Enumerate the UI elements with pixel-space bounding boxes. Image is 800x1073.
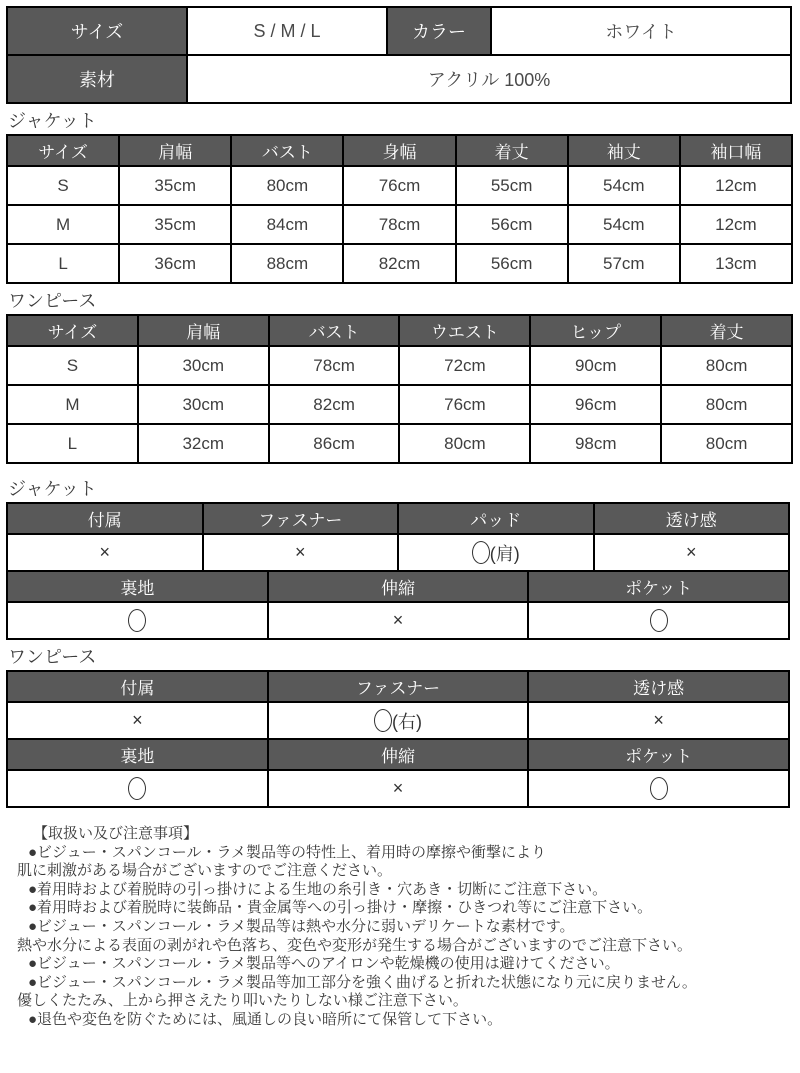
circle-mark (650, 609, 668, 632)
table-row (7, 244, 792, 283)
note-line: ●ビジュー・スパンコール・ラメ製品等加工部分を強く曲げると折れた状態になり元に戻りません。 (28, 973, 697, 991)
col-header: 透け感 (528, 671, 789, 702)
size-cell: 80cm (661, 385, 792, 424)
col-header: ヒップ (530, 315, 661, 346)
col-header: 裏地 (7, 571, 268, 602)
size-cell: 98cm (530, 424, 661, 463)
size-cell: 72cm (399, 346, 530, 385)
col-header: 裏地 (7, 739, 268, 770)
notes-lines (17, 844, 800, 1030)
value-row (7, 534, 789, 571)
size-cell: 78cm (343, 205, 455, 244)
detail-value-cell (528, 602, 789, 639)
spec-color-value: ホワイト (491, 7, 791, 55)
onepiece-details-table-bottom (6, 738, 790, 808)
onepiece-details-section-label: ワンピース (8, 647, 97, 667)
detail-value-cell: × (7, 534, 203, 571)
spec-size-value: S / M / L (187, 7, 387, 55)
header-row (7, 571, 789, 602)
spec-table (6, 6, 792, 104)
col-header: ファスナー (268, 671, 529, 702)
detail-value-cell: × (7, 702, 268, 739)
note-line: ●退色や変色を防ぐためには、風通しの良い暗所にて保管して下さい。 (28, 1010, 503, 1028)
circle-mark (128, 777, 146, 800)
size-spec-page (0, 6, 800, 1030)
header-row (7, 135, 792, 166)
size-cell: 90cm (530, 346, 661, 385)
table-row (7, 424, 792, 463)
size-cell: 12cm (680, 205, 792, 244)
col-header: ウエスト (399, 315, 530, 346)
size-cell: 35cm (119, 205, 231, 244)
detail-value-cell (528, 770, 789, 807)
col-header: 袖丈 (568, 135, 680, 166)
size-cell: L (7, 424, 138, 463)
col-header: ファスナー (203, 503, 399, 534)
header-row (7, 671, 789, 702)
col-header: 肩幅 (119, 135, 231, 166)
size-cell: 36cm (119, 244, 231, 283)
detail-value-cell: × (594, 534, 790, 571)
col-header: サイズ (7, 315, 138, 346)
note-line: 優しくたたみ、上から押さえたり叩いたりしない様ご注意下さい。 (17, 992, 468, 1010)
header-row (7, 315, 792, 346)
size-cell: M (7, 385, 138, 424)
spec-row-2 (7, 55, 791, 103)
jacket-details-section-label: ジャケット (8, 479, 97, 499)
col-header: 透け感 (594, 503, 790, 534)
size-cell: 13cm (680, 244, 792, 283)
value-row (7, 702, 789, 739)
size-cell: 57cm (568, 244, 680, 283)
size-cell: 12cm (680, 166, 792, 205)
detail-value-cell: × (268, 602, 529, 639)
size-cell: S (7, 166, 119, 205)
circle-mark (650, 777, 668, 800)
size-cell: 35cm (119, 166, 231, 205)
detail-value-cell: × (268, 770, 529, 807)
table-row (7, 166, 792, 205)
detail-value-cell: (右) (268, 702, 529, 739)
table-row (7, 385, 792, 424)
col-header: 付属 (7, 671, 268, 702)
note-line: ●ビジュー・スパンコール・ラメ製品等の特性上、着用時の摩擦や衝撃により (28, 843, 547, 861)
circle-mark (128, 609, 146, 632)
col-header: 袖口幅 (680, 135, 792, 166)
notes-title: 【取扱い及び注意事項】 (33, 825, 199, 842)
size-cell: 56cm (456, 205, 568, 244)
header-row (7, 503, 789, 534)
size-cell: 56cm (456, 244, 568, 283)
detail-value-cell (7, 602, 268, 639)
col-header: 伸縮 (268, 571, 529, 602)
jacket-size-section-label: ジャケット (8, 111, 97, 131)
size-cell: 82cm (269, 385, 400, 424)
note-line: 肌に刺激がある場合がございますのでご注意ください。 (17, 862, 393, 880)
col-header: 伸縮 (268, 739, 529, 770)
col-header: サイズ (7, 135, 119, 166)
size-cell: 78cm (269, 346, 400, 385)
jacket-details-table-top (6, 502, 790, 572)
col-header: 付属 (7, 503, 203, 534)
detail-value-cell: (肩) (398, 534, 594, 571)
size-cell: 88cm (231, 244, 343, 283)
col-header: 身幅 (343, 135, 455, 166)
size-cell: 86cm (269, 424, 400, 463)
spec-material-label: 素材 (7, 55, 187, 103)
detail-value-cell: × (203, 534, 399, 571)
onepiece-size-table (6, 314, 793, 464)
onepiece-size-section-label: ワンピース (8, 291, 97, 311)
size-cell: 80cm (231, 166, 343, 205)
size-cell: 96cm (530, 385, 661, 424)
size-cell: 80cm (399, 424, 530, 463)
note-line: 熱や水分による表面の剥がれや色落ち、変色や変形が発生する場合がございますのでご注意下さい。 (17, 936, 693, 954)
size-cell: 30cm (138, 385, 269, 424)
jacket-details-table-bottom (6, 570, 790, 640)
detail-value-cell (7, 770, 268, 807)
spec-size-label: サイズ (7, 7, 187, 55)
size-cell: 54cm (568, 166, 680, 205)
detail-value-cell: × (528, 702, 789, 739)
note-line: ●ビジュー・スパンコール・ラメ製品等は熱や水分に弱いデリケートな素材です。 (28, 917, 575, 935)
size-cell: 80cm (661, 346, 792, 385)
size-cell: 30cm (138, 346, 269, 385)
col-header: バスト (231, 135, 343, 166)
spec-color-label: カラー (387, 7, 491, 55)
col-header: バスト (269, 315, 400, 346)
note-line: ●着用時および着脱時の引っ掛けによる生地の糸引き・穴あき・切断にご注意下さい。 (28, 880, 608, 898)
size-cell: 80cm (661, 424, 792, 463)
col-header: ポケット (528, 571, 789, 602)
table-row (7, 346, 792, 385)
col-header: 着丈 (456, 135, 568, 166)
spec-row-1 (7, 7, 791, 55)
header-row (7, 739, 789, 770)
size-cell: 54cm (568, 205, 680, 244)
onepiece-details-table-top (6, 670, 790, 740)
size-cell: 76cm (399, 385, 530, 424)
notes-section (17, 825, 800, 1030)
circle-mark (374, 709, 392, 732)
col-header: ポケット (528, 739, 789, 770)
size-cell: 55cm (456, 166, 568, 205)
size-cell: 82cm (343, 244, 455, 283)
col-header: 着丈 (661, 315, 792, 346)
note-line: ●着用時および着脱時に装飾品・貴金属等への引っ掛け・摩擦・ひきつれ等にご注意下さい。 (28, 899, 653, 917)
table-row (7, 205, 792, 244)
size-cell: 76cm (343, 166, 455, 205)
size-cell: M (7, 205, 119, 244)
spec-material-value: アクリル 100% (187, 55, 791, 103)
note-line: ●ビジュー・スパンコール・ラメ製品等へのアイロンや乾燥機の使用は避けてください。 (28, 955, 620, 973)
size-cell: 32cm (138, 424, 269, 463)
size-cell: L (7, 244, 119, 283)
jacket-size-table (6, 134, 793, 284)
value-row (7, 770, 789, 807)
size-cell: S (7, 346, 138, 385)
size-cell: 84cm (231, 205, 343, 244)
col-header: パッド (398, 503, 594, 534)
value-row (7, 602, 789, 639)
col-header: 肩幅 (138, 315, 269, 346)
circle-mark (472, 541, 490, 564)
